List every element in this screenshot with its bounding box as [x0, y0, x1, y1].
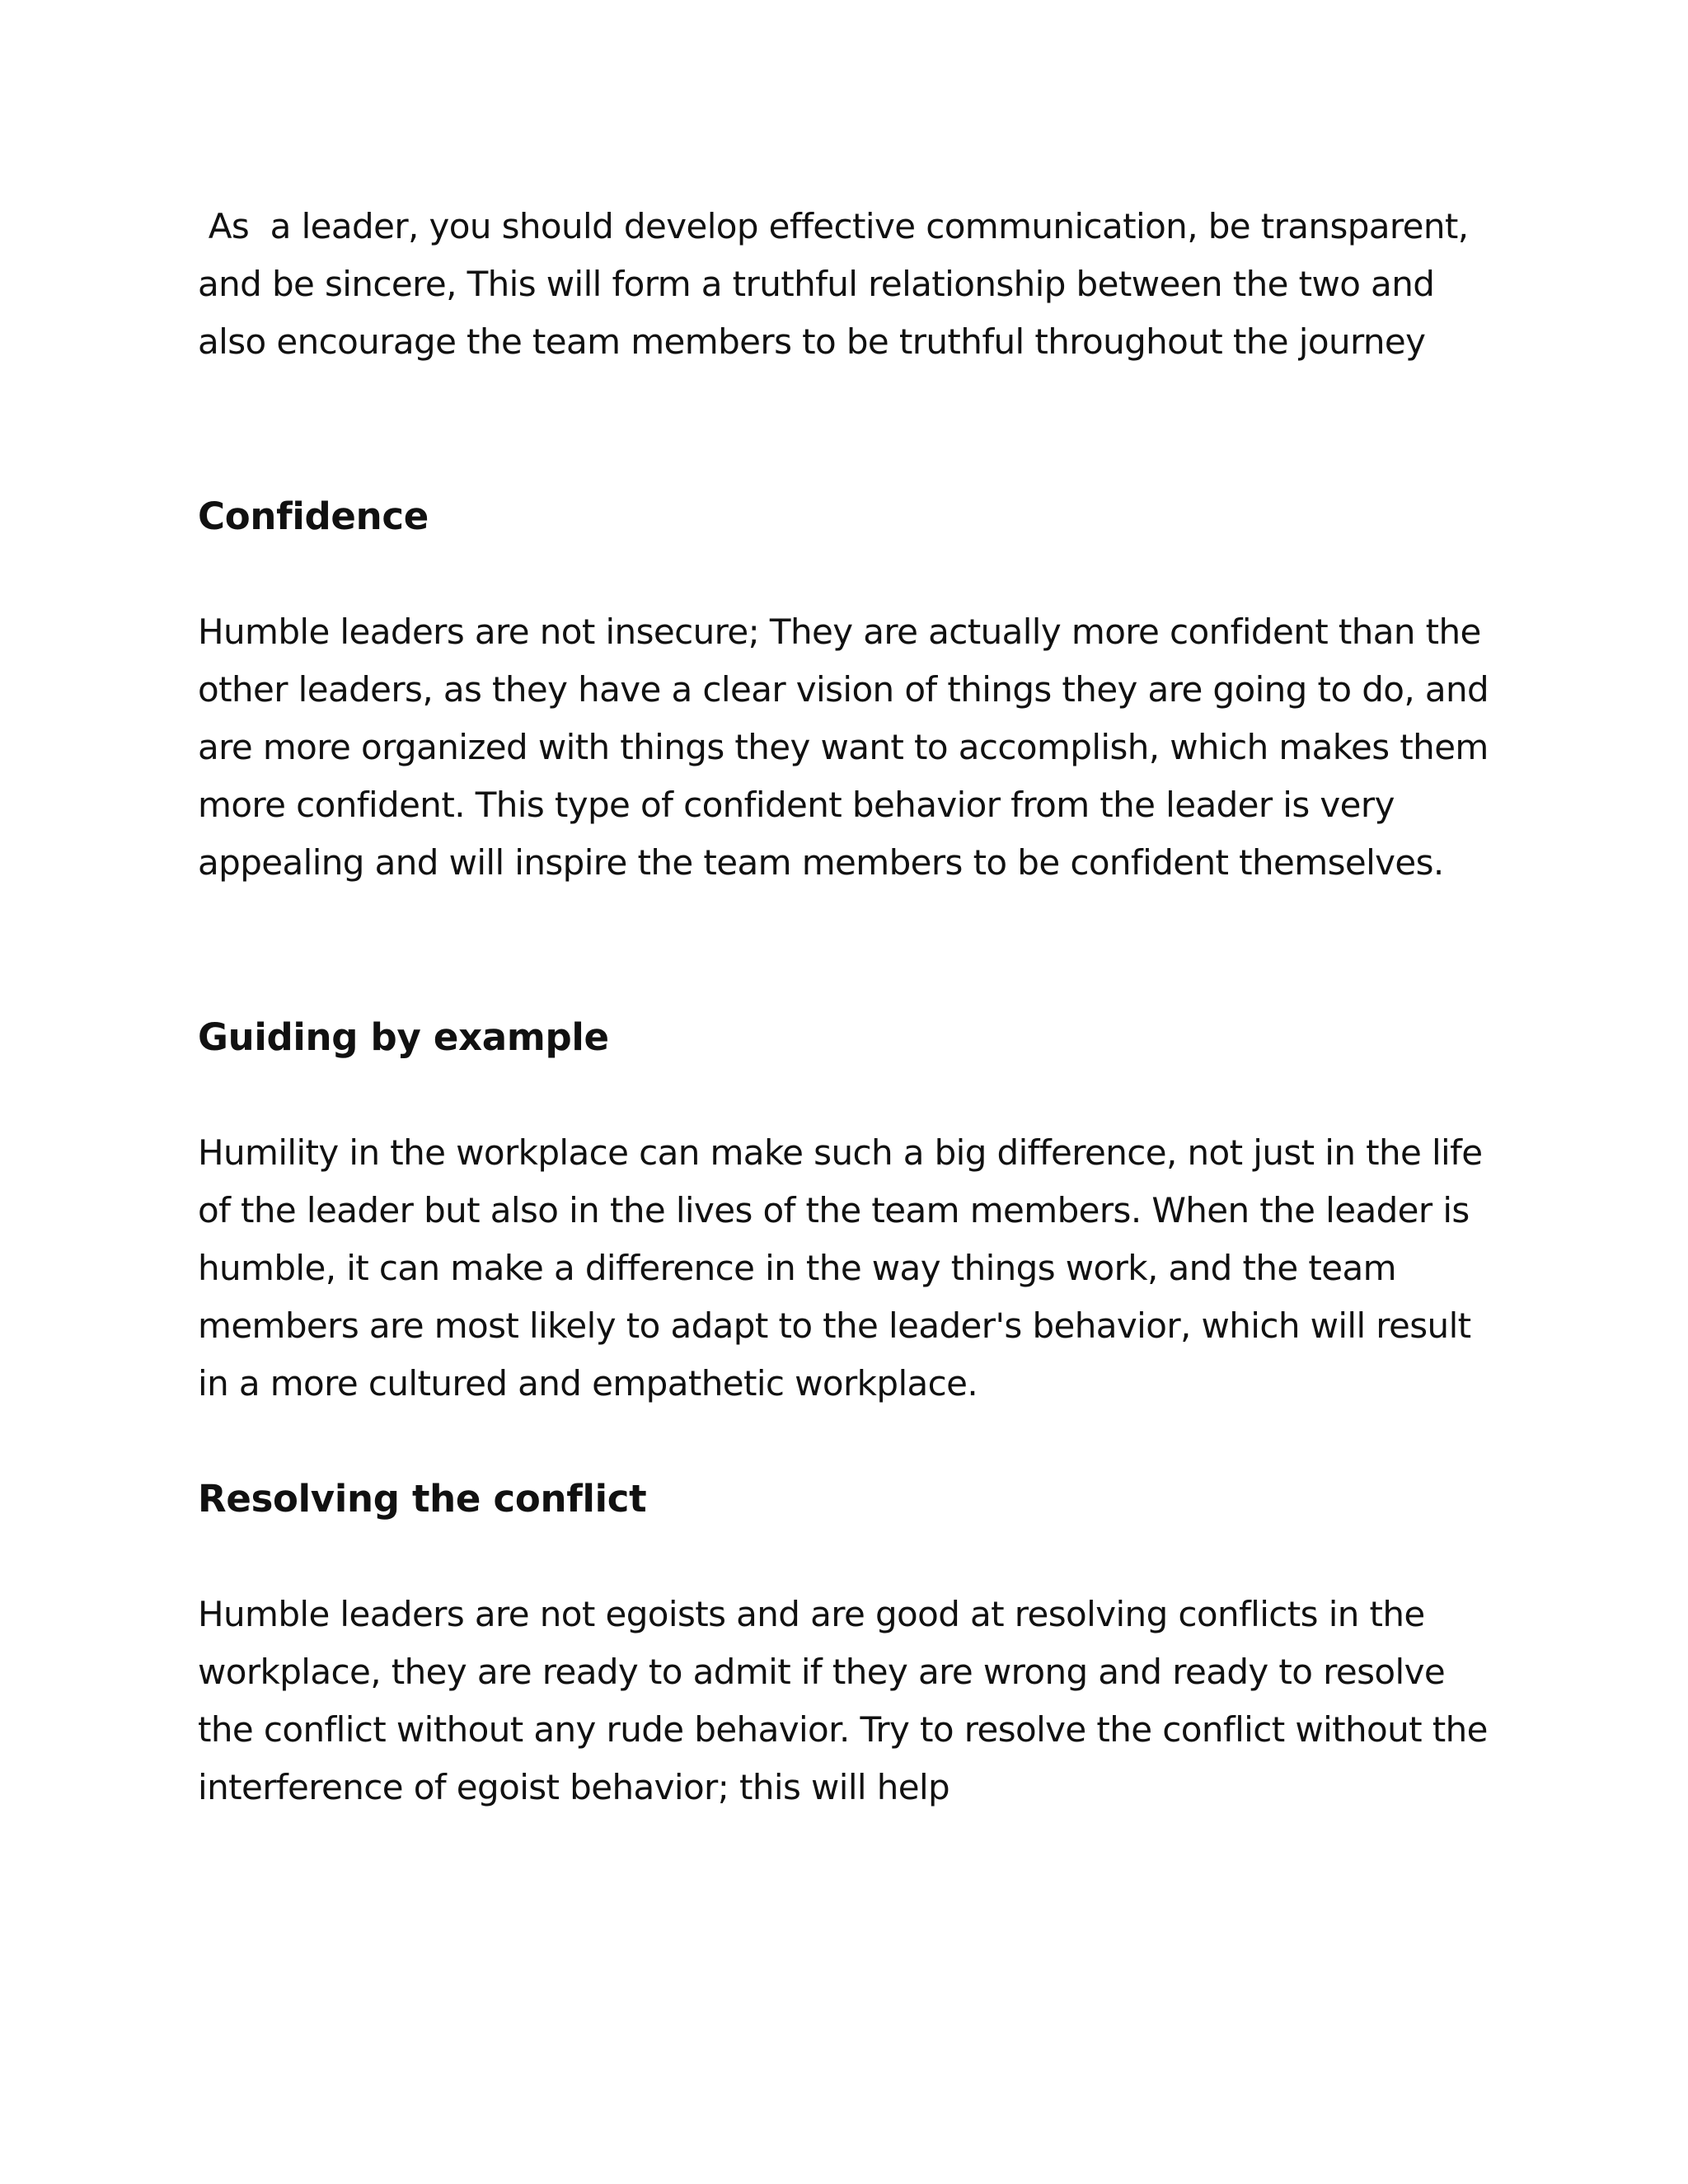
confidence-paragraph: Humble leaders are not insecure; They are actually more confident than the other leaders, as they have a clear vision of things they are going to do, and are more organized with things they want to accomplish, which makes them more confident. This type of confident behavior from the leader is very appealing and will inspire the team members to be confident themselves. — [198, 612, 1499, 883]
document-content — [198, 198, 1500, 1816]
confidence-heading: Confidence — [198, 494, 429, 538]
guiding-by-example-paragraph: Humility in the workplace can make such a big difference, not just in the life of the leader but also in the lives of the team members. When the leader is humble, it can make a difference in the way things work, and the team members are most likely to adapt to the leader's behavior, which will result in a more cultured and empathetic workplace. — [198, 1132, 1493, 1404]
guiding-by-example-heading: Guiding by example — [198, 1015, 609, 1059]
resolving-conflict-heading: Resolving the conflict — [198, 1477, 647, 1521]
intro-paragraph: As a leader, you should develop effective communication, be transparent, and be sincere, This will form a truthful relationship between the two and also encourage the team members to be truthful throughout the journey — [198, 206, 1479, 362]
resolving-conflict-paragraph: Humble leaders are not egoists and are good at resolving conflicts in the workplace, they are ready to admit if they are wrong and ready to resolve the conflict without any rude behavior. Try to resolve the conflict without the interference of egoist behavior; this will help — [198, 1594, 1498, 1807]
